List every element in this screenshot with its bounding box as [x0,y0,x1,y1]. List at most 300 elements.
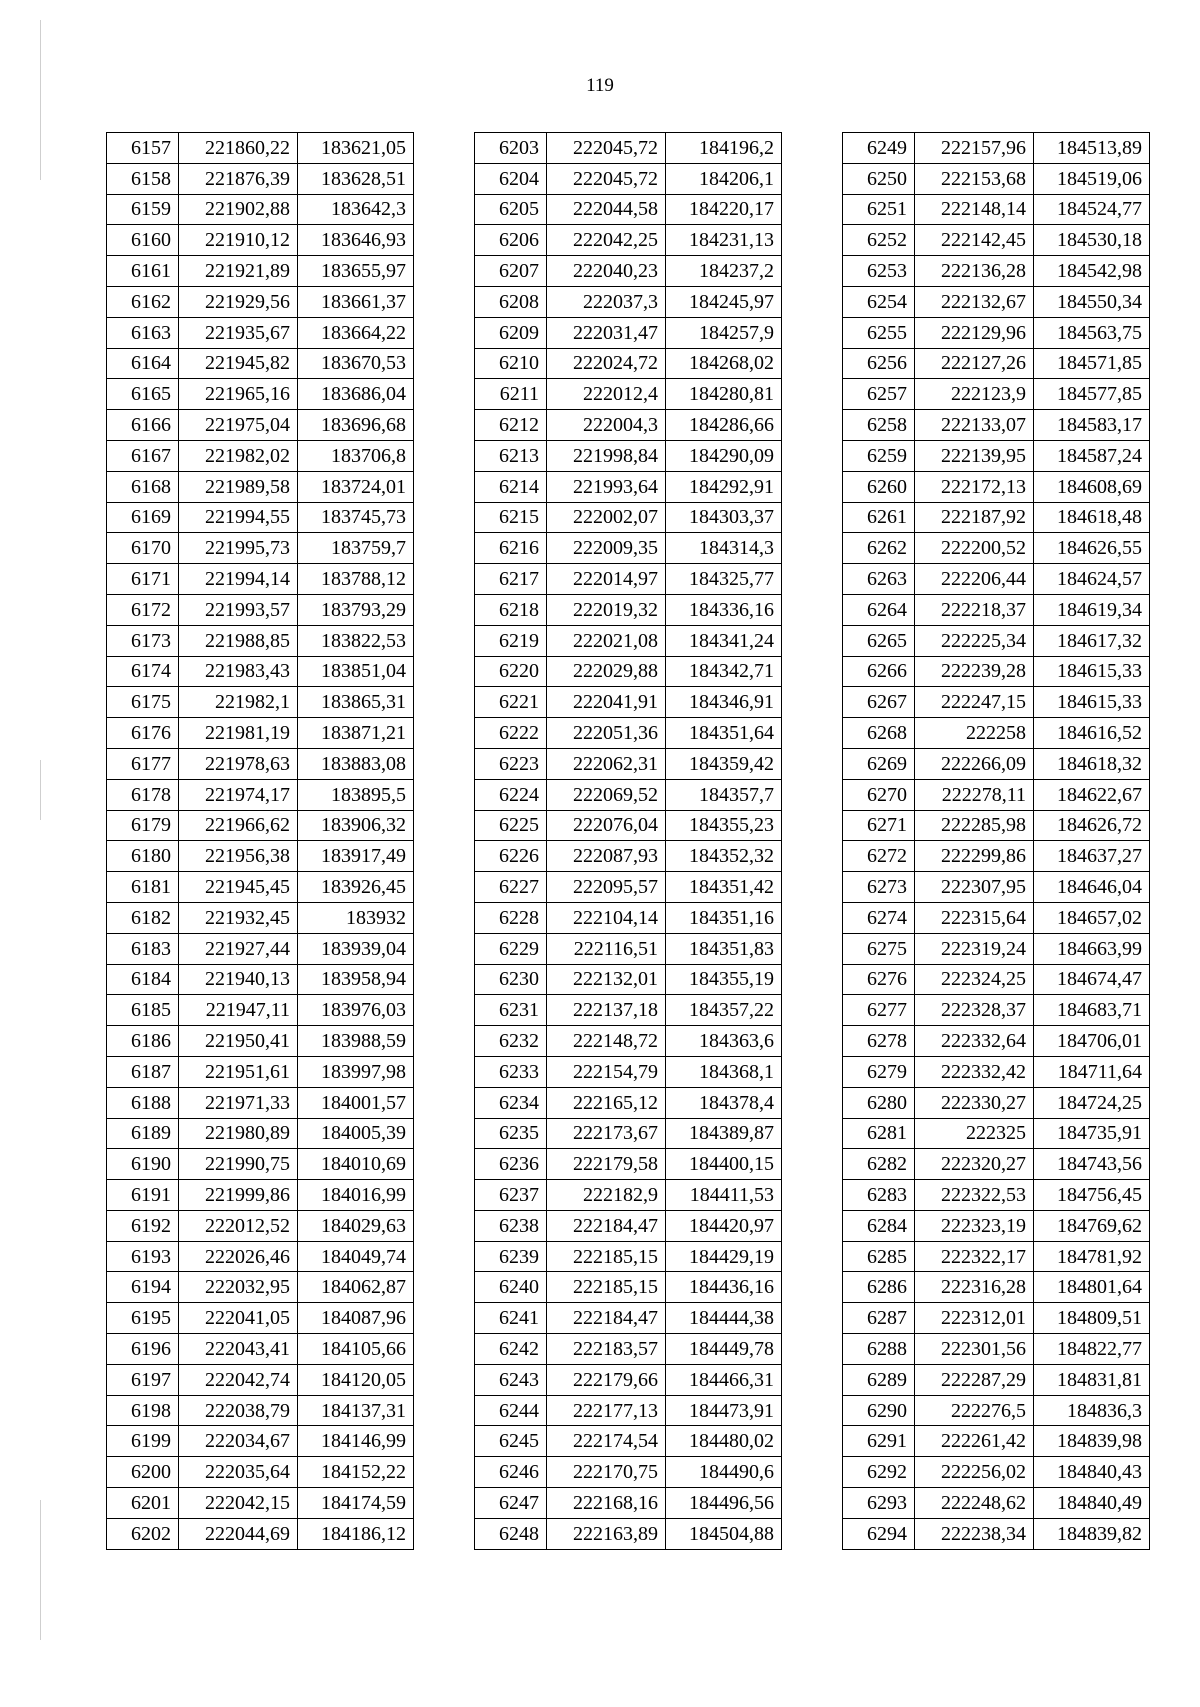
x-coordinate-cell: 222040,23 [547,256,666,287]
x-coordinate-cell: 221982,1 [179,687,298,718]
point-number-cell: 6183 [107,933,179,964]
x-coordinate-cell: 222014,97 [547,564,666,595]
point-number-cell: 6252 [843,225,915,256]
y-coordinate-cell: 184743,56 [1034,1149,1150,1180]
x-coordinate-cell: 221956,38 [179,841,298,872]
x-coordinate-cell: 221982,02 [179,440,298,471]
table-row [107,440,414,471]
x-coordinate-cell: 221978,63 [179,748,298,779]
point-number-cell: 6181 [107,872,179,903]
point-number-cell: 6259 [843,440,915,471]
y-coordinate-cell: 184840,49 [1034,1488,1150,1519]
x-coordinate-cell: 222319,24 [915,933,1034,964]
point-number-cell: 6184 [107,964,179,995]
y-coordinate-cell: 184577,85 [1034,379,1150,410]
point-number-cell: 6169 [107,502,179,533]
point-number-cell: 6279 [843,1056,915,1087]
point-number-cell: 6232 [475,1026,547,1057]
y-coordinate-cell: 183932 [298,902,414,933]
point-number-cell: 6164 [107,348,179,379]
y-coordinate-cell: 184105,66 [298,1334,414,1365]
point-number-cell: 6170 [107,533,179,564]
table-row [843,1026,1150,1057]
y-coordinate-cell: 184290,09 [666,440,782,471]
x-coordinate-cell: 222042,15 [179,1488,298,1519]
x-coordinate-cell: 221945,82 [179,348,298,379]
table-row [475,1488,782,1519]
table-row [107,1241,414,1272]
y-coordinate-cell: 183670,53 [298,348,414,379]
y-coordinate-cell: 184206,1 [666,163,782,194]
table-row [843,1395,1150,1426]
point-number-cell: 6294 [843,1518,915,1549]
point-number-cell: 6271 [843,810,915,841]
point-number-cell: 6240 [475,1272,547,1303]
table-row [843,779,1150,810]
x-coordinate-cell: 222002,07 [547,502,666,533]
x-coordinate-cell: 222165,12 [547,1087,666,1118]
y-coordinate-cell: 184357,22 [666,995,782,1026]
table-row [475,995,782,1026]
y-coordinate-cell: 183883,08 [298,748,414,779]
point-number-cell: 6160 [107,225,179,256]
x-coordinate-cell: 222012,4 [547,379,666,410]
y-coordinate-cell: 184583,17 [1034,410,1150,441]
y-coordinate-cell: 184809,51 [1034,1303,1150,1334]
x-coordinate-cell: 221981,19 [179,718,298,749]
point-number-cell: 6176 [107,718,179,749]
x-coordinate-cell: 222239,28 [915,656,1034,687]
x-coordinate-cell: 222132,67 [915,286,1034,317]
point-number-cell: 6251 [843,194,915,225]
x-coordinate-cell: 221989,58 [179,471,298,502]
x-coordinate-cell: 222301,56 [915,1334,1034,1365]
y-coordinate-cell: 183793,29 [298,594,414,625]
y-coordinate-cell: 184346,91 [666,687,782,718]
table-row [107,687,414,718]
y-coordinate-cell: 184615,33 [1034,687,1150,718]
y-coordinate-cell: 184245,97 [666,286,782,317]
point-number-cell: 6180 [107,841,179,872]
table-row [107,1518,414,1549]
y-coordinate-cell: 184622,67 [1034,779,1150,810]
x-coordinate-cell: 222051,36 [547,718,666,749]
y-coordinate-cell: 184237,2 [666,256,782,287]
table-row [843,471,1150,502]
table-row [475,1241,782,1272]
point-number-cell: 6262 [843,533,915,564]
y-coordinate-cell: 184336,16 [666,594,782,625]
y-coordinate-cell: 184530,18 [1034,225,1150,256]
y-coordinate-cell: 183621,05 [298,133,414,164]
table-row [843,1087,1150,1118]
x-coordinate-cell: 222182,9 [547,1180,666,1211]
y-coordinate-cell: 183661,37 [298,286,414,317]
x-coordinate-cell: 222312,01 [915,1303,1034,1334]
x-coordinate-cell: 222004,3 [547,410,666,441]
y-coordinate-cell: 184550,34 [1034,286,1150,317]
x-coordinate-cell: 221993,57 [179,594,298,625]
table-row [107,841,414,872]
y-coordinate-cell: 184626,72 [1034,810,1150,841]
x-coordinate-cell: 222123,9 [915,379,1034,410]
x-coordinate-cell: 222045,72 [547,133,666,164]
point-number-cell: 6254 [843,286,915,317]
table-row [107,1210,414,1241]
y-coordinate-cell: 183988,59 [298,1026,414,1057]
point-number-cell: 6217 [475,564,547,595]
x-coordinate-cell: 222332,64 [915,1026,1034,1057]
table-row [475,1303,782,1334]
y-coordinate-cell: 184400,15 [666,1149,782,1180]
point-number-cell: 6207 [475,256,547,287]
x-coordinate-cell: 222087,93 [547,841,666,872]
table-row [843,348,1150,379]
table-row [843,1457,1150,1488]
y-coordinate-cell: 183997,98 [298,1056,414,1087]
point-number-cell: 6178 [107,779,179,810]
table-row [843,718,1150,749]
y-coordinate-cell: 183939,04 [298,933,414,964]
x-coordinate-cell: 222261,42 [915,1426,1034,1457]
y-coordinate-cell: 184152,22 [298,1457,414,1488]
table-row [107,656,414,687]
table-row [107,163,414,194]
point-number-cell: 6292 [843,1457,915,1488]
point-number-cell: 6187 [107,1056,179,1087]
table-row [843,1334,1150,1365]
point-number-cell: 6199 [107,1426,179,1457]
table-row [843,1518,1150,1549]
y-coordinate-cell: 184420,97 [666,1210,782,1241]
y-coordinate-cell: 184831,81 [1034,1364,1150,1395]
table-row [107,964,414,995]
point-number-cell: 6249 [843,133,915,164]
point-number-cell: 6157 [107,133,179,164]
table-row [475,1118,782,1149]
point-number-cell: 6179 [107,810,179,841]
table-row [475,594,782,625]
table-row [107,471,414,502]
table-row [107,1087,414,1118]
x-coordinate-cell: 222095,57 [547,872,666,903]
point-number-cell: 6196 [107,1334,179,1365]
point-number-cell: 6216 [475,533,547,564]
y-coordinate-cell: 183865,31 [298,687,414,718]
x-coordinate-cell: 222238,34 [915,1518,1034,1549]
x-coordinate-cell: 222285,98 [915,810,1034,841]
x-coordinate-cell: 222045,72 [547,163,666,194]
table-row [843,933,1150,964]
table-row [475,225,782,256]
y-coordinate-cell: 183895,5 [298,779,414,810]
point-number-cell: 6255 [843,317,915,348]
point-number-cell: 6234 [475,1087,547,1118]
x-coordinate-cell: 221950,41 [179,1026,298,1057]
y-coordinate-cell: 184490,6 [666,1457,782,1488]
x-coordinate-cell: 222044,69 [179,1518,298,1549]
table-row [107,594,414,625]
point-number-cell: 6172 [107,594,179,625]
x-coordinate-cell: 222154,79 [547,1056,666,1087]
x-coordinate-cell: 221921,89 [179,256,298,287]
y-coordinate-cell: 183628,51 [298,163,414,194]
point-number-cell: 6288 [843,1334,915,1365]
y-coordinate-cell: 184087,96 [298,1303,414,1334]
x-coordinate-cell: 221965,16 [179,379,298,410]
point-number-cell: 6267 [843,687,915,718]
y-coordinate-cell: 184480,02 [666,1426,782,1457]
y-coordinate-cell: 184617,32 [1034,625,1150,656]
coordinate-table-2 [474,132,782,1550]
table-row [843,1149,1150,1180]
point-number-cell: 6209 [475,317,547,348]
table-row [475,1518,782,1549]
table-row [475,1334,782,1365]
coordinate-table-1 [106,132,414,1550]
y-coordinate-cell: 184449,78 [666,1334,782,1365]
point-number-cell: 6168 [107,471,179,502]
table-row [107,1395,414,1426]
table-row [843,1056,1150,1087]
table-row [843,964,1150,995]
y-coordinate-cell: 184839,98 [1034,1426,1150,1457]
point-number-cell: 6253 [843,256,915,287]
table-row [843,1426,1150,1457]
x-coordinate-cell: 222148,14 [915,194,1034,225]
table-row [107,779,414,810]
table-row [843,440,1150,471]
point-number-cell: 6200 [107,1457,179,1488]
table-row [475,748,782,779]
x-coordinate-cell: 222021,08 [547,625,666,656]
x-coordinate-cell: 222316,28 [915,1272,1034,1303]
x-coordinate-cell: 222299,86 [915,841,1034,872]
point-number-cell: 6201 [107,1488,179,1519]
y-coordinate-cell: 184836,3 [1034,1395,1150,1426]
x-coordinate-cell: 222315,64 [915,902,1034,933]
table-row [107,902,414,933]
table-row [843,1241,1150,1272]
point-number-cell: 6161 [107,256,179,287]
table-row [475,194,782,225]
table-row [475,1180,782,1211]
point-number-cell: 6247 [475,1488,547,1519]
table-row [107,502,414,533]
point-number-cell: 6162 [107,286,179,317]
point-number-cell: 6277 [843,995,915,1026]
point-number-cell: 6246 [475,1457,547,1488]
point-number-cell: 6278 [843,1026,915,1057]
x-coordinate-cell: 222042,74 [179,1364,298,1395]
point-number-cell: 6245 [475,1426,547,1457]
x-coordinate-cell: 221929,56 [179,286,298,317]
x-coordinate-cell: 221910,12 [179,225,298,256]
y-coordinate-cell: 184280,81 [666,379,782,410]
table-row [843,748,1150,779]
y-coordinate-cell: 184286,66 [666,410,782,441]
x-coordinate-cell: 222225,34 [915,625,1034,656]
x-coordinate-cell: 222062,31 [547,748,666,779]
point-number-cell: 6233 [475,1056,547,1087]
x-coordinate-cell: 222157,96 [915,133,1034,164]
point-number-cell: 6220 [475,656,547,687]
table-row [107,1457,414,1488]
y-coordinate-cell: 184624,57 [1034,564,1150,595]
x-coordinate-cell: 221902,88 [179,194,298,225]
y-coordinate-cell: 184001,57 [298,1087,414,1118]
x-coordinate-cell: 222132,01 [547,964,666,995]
y-coordinate-cell: 184781,92 [1034,1241,1150,1272]
x-coordinate-cell: 221945,45 [179,872,298,903]
point-number-cell: 6222 [475,718,547,749]
x-coordinate-cell: 222185,15 [547,1272,666,1303]
point-number-cell: 6202 [107,1518,179,1549]
y-coordinate-cell: 184325,77 [666,564,782,595]
point-number-cell: 6250 [843,163,915,194]
x-coordinate-cell: 221998,84 [547,440,666,471]
table-row [843,625,1150,656]
table-row [475,1210,782,1241]
y-coordinate-cell: 184711,64 [1034,1056,1150,1087]
scan-edge-mark [40,760,41,820]
point-number-cell: 6210 [475,348,547,379]
y-coordinate-cell: 183822,53 [298,625,414,656]
table-row [475,533,782,564]
table-row [475,718,782,749]
point-number-cell: 6228 [475,902,547,933]
x-coordinate-cell: 222029,88 [547,656,666,687]
table-row [107,348,414,379]
table-row [475,810,782,841]
x-coordinate-cell: 222206,44 [915,564,1034,595]
y-coordinate-cell: 184706,01 [1034,1026,1150,1057]
x-coordinate-cell: 221988,85 [179,625,298,656]
y-coordinate-cell: 184186,12 [298,1518,414,1549]
x-coordinate-cell: 222038,79 [179,1395,298,1426]
point-number-cell: 6203 [475,133,547,164]
point-number-cell: 6219 [475,625,547,656]
table-row [843,1272,1150,1303]
y-coordinate-cell: 184563,75 [1034,317,1150,348]
y-coordinate-cell: 184756,45 [1034,1180,1150,1211]
x-coordinate-cell: 221990,75 [179,1149,298,1180]
y-coordinate-cell: 184735,91 [1034,1118,1150,1149]
x-coordinate-cell: 221995,73 [179,533,298,564]
x-coordinate-cell: 222137,18 [547,995,666,1026]
x-coordinate-cell: 222116,51 [547,933,666,964]
x-coordinate-cell: 222322,53 [915,1180,1034,1211]
point-number-cell: 6260 [843,471,915,502]
y-coordinate-cell: 184355,19 [666,964,782,995]
point-number-cell: 6212 [475,410,547,441]
y-coordinate-cell: 183917,49 [298,841,414,872]
point-number-cell: 6244 [475,1395,547,1426]
x-coordinate-cell: 222026,46 [179,1241,298,1272]
y-coordinate-cell: 184196,2 [666,133,782,164]
point-number-cell: 6268 [843,718,915,749]
table-row [475,379,782,410]
point-number-cell: 6192 [107,1210,179,1241]
y-coordinate-cell: 184619,34 [1034,594,1150,625]
x-coordinate-cell: 221971,33 [179,1087,298,1118]
point-number-cell: 6175 [107,687,179,718]
point-number-cell: 6191 [107,1180,179,1211]
x-coordinate-cell: 222041,05 [179,1303,298,1334]
table-row [843,410,1150,441]
point-number-cell: 6158 [107,163,179,194]
table-row [843,1488,1150,1519]
table-row [107,410,414,441]
x-coordinate-cell: 222247,15 [915,687,1034,718]
y-coordinate-cell: 183871,21 [298,718,414,749]
point-number-cell: 6257 [843,379,915,410]
x-coordinate-cell: 222322,17 [915,1241,1034,1272]
table-row [475,163,782,194]
point-number-cell: 6235 [475,1118,547,1149]
point-number-cell: 6287 [843,1303,915,1334]
y-coordinate-cell: 183745,73 [298,502,414,533]
table-row [107,1364,414,1395]
table-row [843,286,1150,317]
table-row [107,1056,414,1087]
point-number-cell: 6174 [107,656,179,687]
x-coordinate-cell: 222133,07 [915,410,1034,441]
x-coordinate-cell: 222041,91 [547,687,666,718]
y-coordinate-cell: 183706,8 [298,440,414,471]
table-row [107,1488,414,1519]
point-number-cell: 6215 [475,502,547,533]
point-number-cell: 6198 [107,1395,179,1426]
table-row [475,902,782,933]
x-coordinate-cell: 221932,45 [179,902,298,933]
y-coordinate-cell: 184839,82 [1034,1518,1150,1549]
point-number-cell: 6275 [843,933,915,964]
y-coordinate-cell: 184029,63 [298,1210,414,1241]
y-coordinate-cell: 183642,3 [298,194,414,225]
table-row [843,656,1150,687]
y-coordinate-cell: 184314,3 [666,533,782,564]
y-coordinate-cell: 183788,12 [298,564,414,595]
y-coordinate-cell: 184174,59 [298,1488,414,1519]
y-coordinate-cell: 184504,88 [666,1518,782,1549]
table-row [843,1180,1150,1211]
table-row [107,1426,414,1457]
x-coordinate-cell: 221983,43 [179,656,298,687]
y-coordinate-cell: 183686,04 [298,379,414,410]
point-number-cell: 6182 [107,902,179,933]
table-row [107,718,414,749]
table-row [843,502,1150,533]
y-coordinate-cell: 184049,74 [298,1241,414,1272]
x-coordinate-cell: 222266,09 [915,748,1034,779]
table-row [107,872,414,903]
y-coordinate-cell: 184436,16 [666,1272,782,1303]
table-row [475,1364,782,1395]
y-coordinate-cell: 184618,48 [1034,502,1150,533]
point-number-cell: 6227 [475,872,547,903]
table-row [843,163,1150,194]
y-coordinate-cell: 184657,02 [1034,902,1150,933]
point-number-cell: 6286 [843,1272,915,1303]
table-row [475,1457,782,1488]
y-coordinate-cell: 183646,93 [298,225,414,256]
x-coordinate-cell: 222177,13 [547,1395,666,1426]
scan-edge-mark [40,20,41,180]
x-coordinate-cell: 222044,58 [547,194,666,225]
table-row [843,1364,1150,1395]
y-coordinate-cell: 184355,23 [666,810,782,841]
